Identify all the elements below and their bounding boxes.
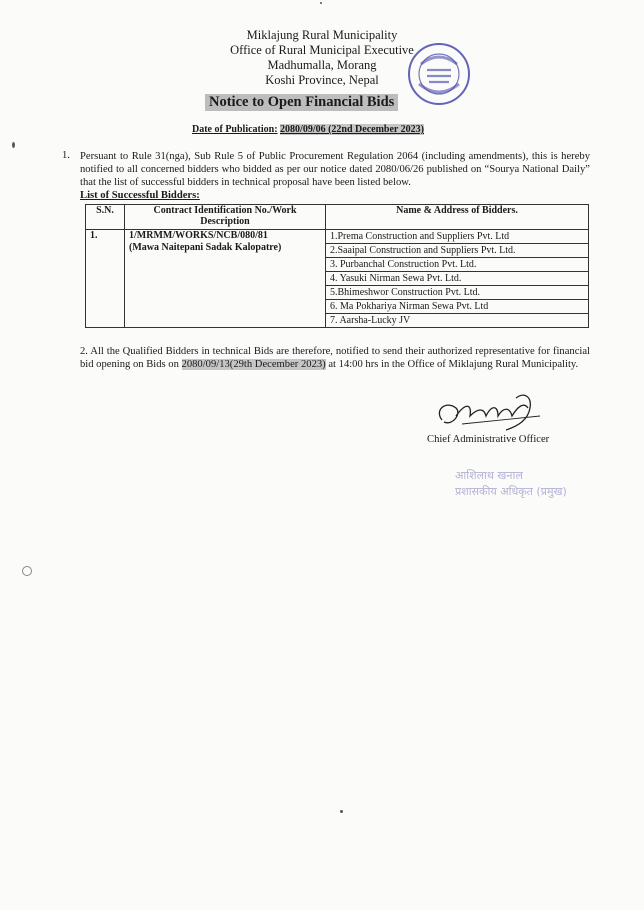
list-heading: List of Successful Bidders: <box>80 190 200 201</box>
scan-speck <box>12 142 15 148</box>
bidder-item: 7. Aarsha-Lucky JV <box>326 314 589 328</box>
row-contract <box>125 230 326 328</box>
bidder-item: 5.Bhimeshwor Construction Pvt. Ltd. <box>326 286 589 300</box>
para2-before: 2. All the Qualified Bidders in technical Bids are therefore, notified to send their authorized representative for financial bid opening on Bids on <box>80 346 590 370</box>
name-stamp <box>455 468 567 500</box>
header-contract: Contract Identification No./Work Description <box>125 205 326 230</box>
para2-text <box>80 345 590 371</box>
letterhead <box>0 28 644 88</box>
header-sn: S.N. <box>86 205 125 230</box>
publication-date <box>192 124 424 135</box>
scan-speck <box>22 566 32 576</box>
header-bidders: Name & Address of Bidders. <box>326 205 589 230</box>
contract-id: 1/MRMM/WORKS/NCB/080/81 <box>129 230 268 241</box>
office-name: Office of Rural Municipal Executive <box>230 43 414 57</box>
row-sn: 1. <box>86 230 125 328</box>
bidder-item: 1.Prema Construction and Suppliers Pvt. Ltd <box>326 230 589 244</box>
opening-date: 2080/09/13(29th December 2023) <box>181 359 326 370</box>
publication-label: Date of Publication: <box>192 124 278 135</box>
scan-speck <box>340 810 343 813</box>
table-row <box>86 230 589 244</box>
work-description: (Mawa Naitepani Sadak Kalopatre) <box>129 242 282 253</box>
bidder-item: 2.Saaipal Construction and Suppliers Pvt. Ltd. <box>326 244 589 258</box>
office-place: Madhumalla, Morang <box>267 58 377 72</box>
signature-image <box>432 390 552 436</box>
bidder-item: 3. Purbanchal Construction Pvt. Ltd. <box>326 258 589 272</box>
office-province: Koshi Province, Nepal <box>265 73 379 87</box>
bidders-table <box>85 204 589 328</box>
bidder-item: 6. Ma Pokhariya Nirman Sewa Pvt. Ltd <box>326 300 589 314</box>
publication-date-value: 2080/09/06 (22nd December 2023) <box>280 124 425 135</box>
name-stamp-line1: आशिलाथ खनाल <box>455 469 523 482</box>
signature-title: Chief Administrative Officer <box>427 434 550 445</box>
name-stamp-line2: प्रशासकीय अधिकृत (प्रमुख) <box>455 485 567 498</box>
para1-text: Persuant to Rule 31(nga), Sub Rule 5 of Public Procurement Regulation 2064 (including amendments), this is hereby notified to all concerned bidders who bidded as per our notice dated 2080/06/26 published on “Sourya National Daily” that the list of successful bidders in technical proposal have been listed below. <box>80 151 590 188</box>
scan-speck <box>320 2 322 4</box>
office-seal <box>405 40 473 108</box>
para2-after: at 14:00 hrs in the Office of Miklajung Rural Municipality. <box>325 359 579 370</box>
notice-title: Notice to Open Financial Bids <box>205 94 398 111</box>
para1-number: 1. <box>62 150 70 161</box>
municipality-name: Miklajung Rural Municipality <box>246 28 398 42</box>
bidder-item: 4. Yasuki Nirman Sewa Pvt. Ltd. <box>326 272 589 286</box>
table-header-row <box>86 205 589 230</box>
